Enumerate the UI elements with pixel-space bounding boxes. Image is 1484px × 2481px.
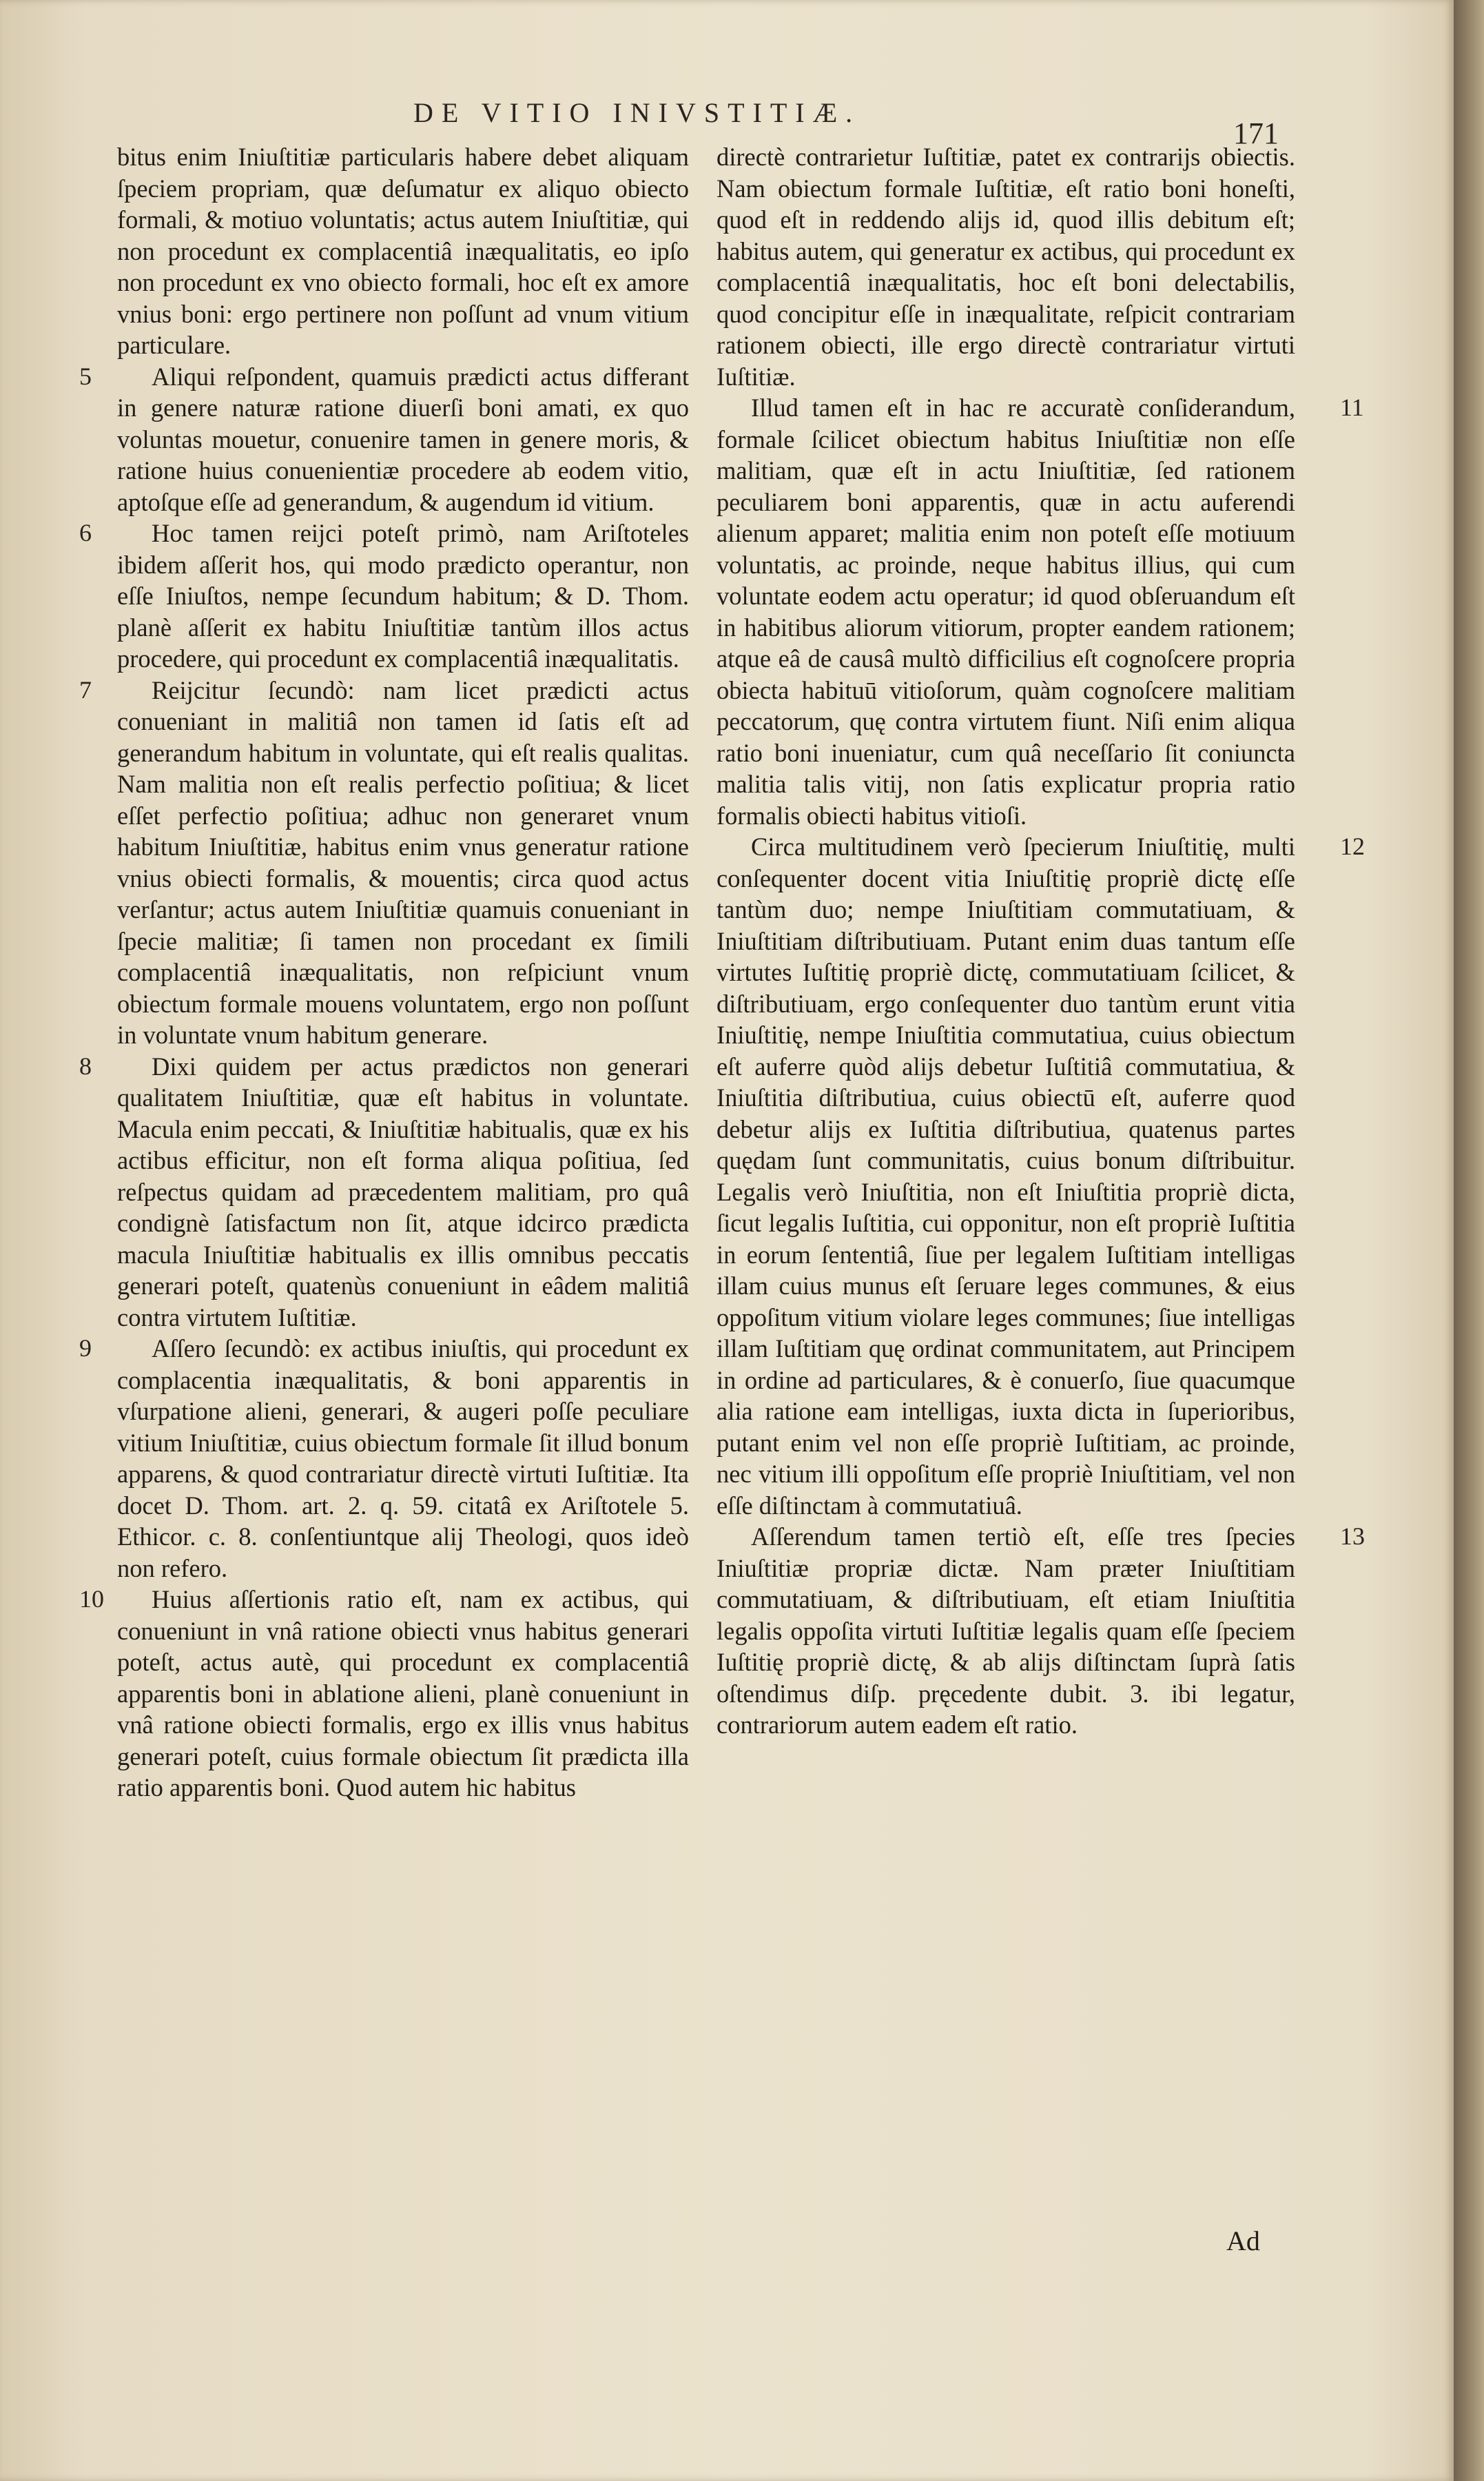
left-paragraph xyxy=(79,1051,689,1334)
paragraph-text: Aſſerendum tamen tertiò eſt, eſſe tres ſpecies Iniuſtitiæ propriæ dictæ. Nam præter Iniuſtitiam commutatiuam, & diſtributiuam, eſt etiam Iniuſtitia legalis oppoſita virtuti Iuſtitiæ legalis quam eſſe ſpeciem Iuſtitię propriè dictę, & ab alijs diſtinctam ſuprà ſatis oſtendimus diſp. pręcedente dubit. 3. ibi legatur, contrariorum autem eadem eſt ratio. xyxy=(717,1522,1295,1739)
page-edge xyxy=(1454,0,1484,2481)
left-paragraph xyxy=(79,1333,689,1584)
paragraph-number: 9 xyxy=(79,1334,92,1362)
right-column xyxy=(717,141,1365,1741)
left-paragraph xyxy=(117,141,689,361)
left-paragraph xyxy=(79,518,689,675)
paragraph-text: bitus enim Iniuſtitiæ particularis habere debet aliquam ſpeciem propriam, quæ deſumatur ex aliquo obiecto formali, & motiuo voluntatis; actus autem Iniuſtitiæ, qui non procedunt ex complacentiâ inæqualitatis, eo ipſo non procedunt ex vno obiecto formali, hoc eſt ex amore vnius boni: ergo pertinere non poſſunt ad vnum vitium particulare. xyxy=(117,143,689,359)
paragraph-text: directè contrarietur Iuſtitiæ, patet ex contrarijs obiectis. Nam obiectum formale Iuſtitiæ, eſt ratio boni honeſti, quod eſt in reddendo alijs id, quod illis debitum eſt; habitus autem, qui generatur ex actibus, qui procedunt ex complacentiâ inæqualitatis, hoc eſt boni delectabilis, quod concipitur eſſe in inæqualitate, reſpicit contrariam rationem obiecti, ille ergo directè contrariatur virtuti Iuſtitiæ. xyxy=(717,143,1295,391)
paragraph-text: Dixi quidem per actus prædictos non generari qualitatem Iniuſtitiæ, quæ eſt habitus in voluntate. Macula enim peccati, & Iniuſtitiæ habitualis, quæ ex his actibus efficitur, non eſt forma aliqua poſitiua, ſed reſpectus quidam ad præcedentem malitiam, pro quâ condignè ſatisfactum non ſit, atque idcirco prædicta macula Iniuſtitiæ habitualis ex illis omnibus peccatis generari poteſt, quatenùs conueniunt in eâdem malitiâ contra virtutem Iuſtitiæ. xyxy=(117,1052,689,1331)
paragraph-text: Aliqui reſpondent, quamuis prædicti actus differant in genere naturæ ratione diuerſi boni amati, ex quo voluntas mouetur, conuenire tamen in genere moris, & ratione huius conuenientiæ procedere ab eodem vitio, aptoſque eſſe ad generandum, & augendum id vitium. xyxy=(117,362,689,516)
paragraph-number: 10 xyxy=(79,1585,104,1613)
paragraph-number: 8 xyxy=(79,1052,92,1080)
paragraph-number: 5 xyxy=(79,362,92,390)
paragraph-text: Huius aſſertionis ratio eſt, nam ex actibus, qui conueniunt in vnâ ratione obiecti vnus habitus generari poteſt, actus autè, qui procedunt ex complacentiâ apparentis boni in ablatione alieni, planè conueniunt in vnâ ratione obiecti formalis, ergo ex illis vnus habitus generari poteſt, cuius formale obiectum ſit prædicta illa ratio apparentis boni. Quod autem hic habitus xyxy=(117,1585,689,1801)
paragraph-text: Aſſero ſecundò: ex actibus iniuſtis, qui procedunt ex complacentia inæqualitatis, & boni apparentis in vſurpatione alieni, generari, & augeri poſſe peculiare vitium Iniuſtitiæ, cuius obiectum formale ſit illud bonum apparens, & quod contrariatur directè virtuti Iuſtitiæ. Ita docet D. Thom. art. 2. q. 59. citatâ ex Ariſtotele 5. Ethicor. c. 8. conſentiuntque alij Theologi, quos ideò non refero. xyxy=(117,1334,689,1582)
paragraph-number: 11 xyxy=(1340,394,1364,421)
paragraph-number: 7 xyxy=(79,675,92,704)
paragraph-text: Circa multitudinem verò ſpecierum Iniuſtitię, multi conſequenter docent vitia Iniuſtitię propriè dictę eſſe tantùm duo; nempe Iniuſtitiam commutatiuam, & Iniuſtitiam diſtributiuam. Putant enim duas tantum eſſe virtutes Iuſtitię propriè dictę, commutatiuam ſcilicet, & diſtributiuam, ergo conſequenter duo tantùm erunt vitia Iniuſtitię, nempe Iniuſtitia commutatiua, cuius obiectum eſt auferre quòd alijs debetur Iuſtitiâ commutatiua, & Iniuſtitia diſtributiua, cuius obiectū eſt, auferre quod debetur alijs ex Iuſtitia diſtributiua, quatenus partes quędam ſunt communitatis, cuius bonum diſtribuitur. Legalis verò Iniuſtitia, non eſt Iniuſtitia propriè dicta, ſicut legalis Iuſtitia, cui opponitur, non eſt propriè Iuſtitia in eorum ſententiâ, ſiue per legalem Iuſtitiam intelligas illam cuius munus eſt ſeruare leges communes, & eius oppoſitum vitium violare leges communes; ſiue intelligas illam Iuſtitiam quę ordinat communitatem, aut Principem in ordine ad particulares, & è conuerſo, ſiue quacumque alia ratione eam intelligas, iuxta dicta in ſuperioribus, putant enim vel non eſſe propriè Iuſtitiam, ac proinde, nec vitium illi oppoſitum eſſe propriè Iniuſtitiam, vel non eſſe diſtinctam à commutatiuâ. xyxy=(717,833,1295,1520)
right-paragraph xyxy=(717,831,1365,1521)
left-paragraph xyxy=(79,361,689,518)
catchword: Ad xyxy=(1226,2225,1260,2256)
paragraph-number: 12 xyxy=(1340,833,1365,860)
right-paragraph xyxy=(717,1521,1365,1741)
left-column xyxy=(79,141,689,1804)
right-paragraph xyxy=(717,392,1364,831)
paragraph-text: Illud tamen eſt in hac re accuratè conſiderandum, formale ſcilicet obiectum habitus Iniuſtitiæ non eſſe malitiam, quæ eſt in actu Iniuſtitiæ, ſed rationem peculiarem boni apparentis, quæ in actu auferendi alienum apparet; malitia enim non poteſt eſſe motiuum voluntatis, ac proinde, neque habitus illius, qui cum voluntate eodem actu operatur; id quod obſeruandum eſt in habitibus aliorum vitiorum, propter eandem rationem; atque eâ de causâ multò difficilius eſt cognoſcere propria obiecta habituū vitioſorum, quàm cognoſcere malitiam peccatorum, quę contra virtutem fiunt. Niſi enim aliqua ratio boni inueniatur, cum quâ neceſſario ſit coniuncta malitia talis vitij, non ſatis explicatur propria ratio formalis obiecti habitus vitioſi. xyxy=(717,394,1295,830)
left-paragraph xyxy=(79,675,689,1051)
page-number: 171 xyxy=(1233,116,1279,150)
paragraph-number: 6 xyxy=(79,519,92,547)
right-paragraph xyxy=(717,141,1295,392)
paragraph-number: 13 xyxy=(1340,1522,1365,1550)
running-title: DE VITIO INIVSTITIÆ. xyxy=(413,97,861,128)
left-paragraph xyxy=(79,1584,689,1804)
paragraph-text: Hoc tamen reijci poteſt primò, nam Ariſtoteles ibidem aſſerit hos, qui modo prædicto operantur, non eſſe Iniuſtos, nempe ſecundum habitum; & D. Thom. planè aſſerit ex habitu Iniuſtitiæ tantùm illos actus procedere, qui procedunt ex complacentiâ inæqualitatis. xyxy=(117,519,689,673)
paragraph-text: Reijcitur ſecundò: nam licet prædicti actus conueniant in malitiâ non tamen id ſatis eſt ad generandum habitum in voluntate, qui eſt realis qualitas. Nam malitia non eſt realis perfectio poſitiua; & licet eſſet perfectio poſitiua; adhuc non generaret vnum habitum Iniuſtitiæ, habitus enim vnus generatur ratione vnius obiecti formalis, & mouentis; circa quod actus verſantur; actus autem Iniuſtitiæ quamuis conueniant in ſpecie malitiæ; ſi tamen non procedant ex ſimili complacentiâ inæqualitatis, non reſpiciunt vnum obiectum formale mouens voluntatem, ergo non poſſunt in voluntate vnum habitum generare. xyxy=(117,675,689,1049)
